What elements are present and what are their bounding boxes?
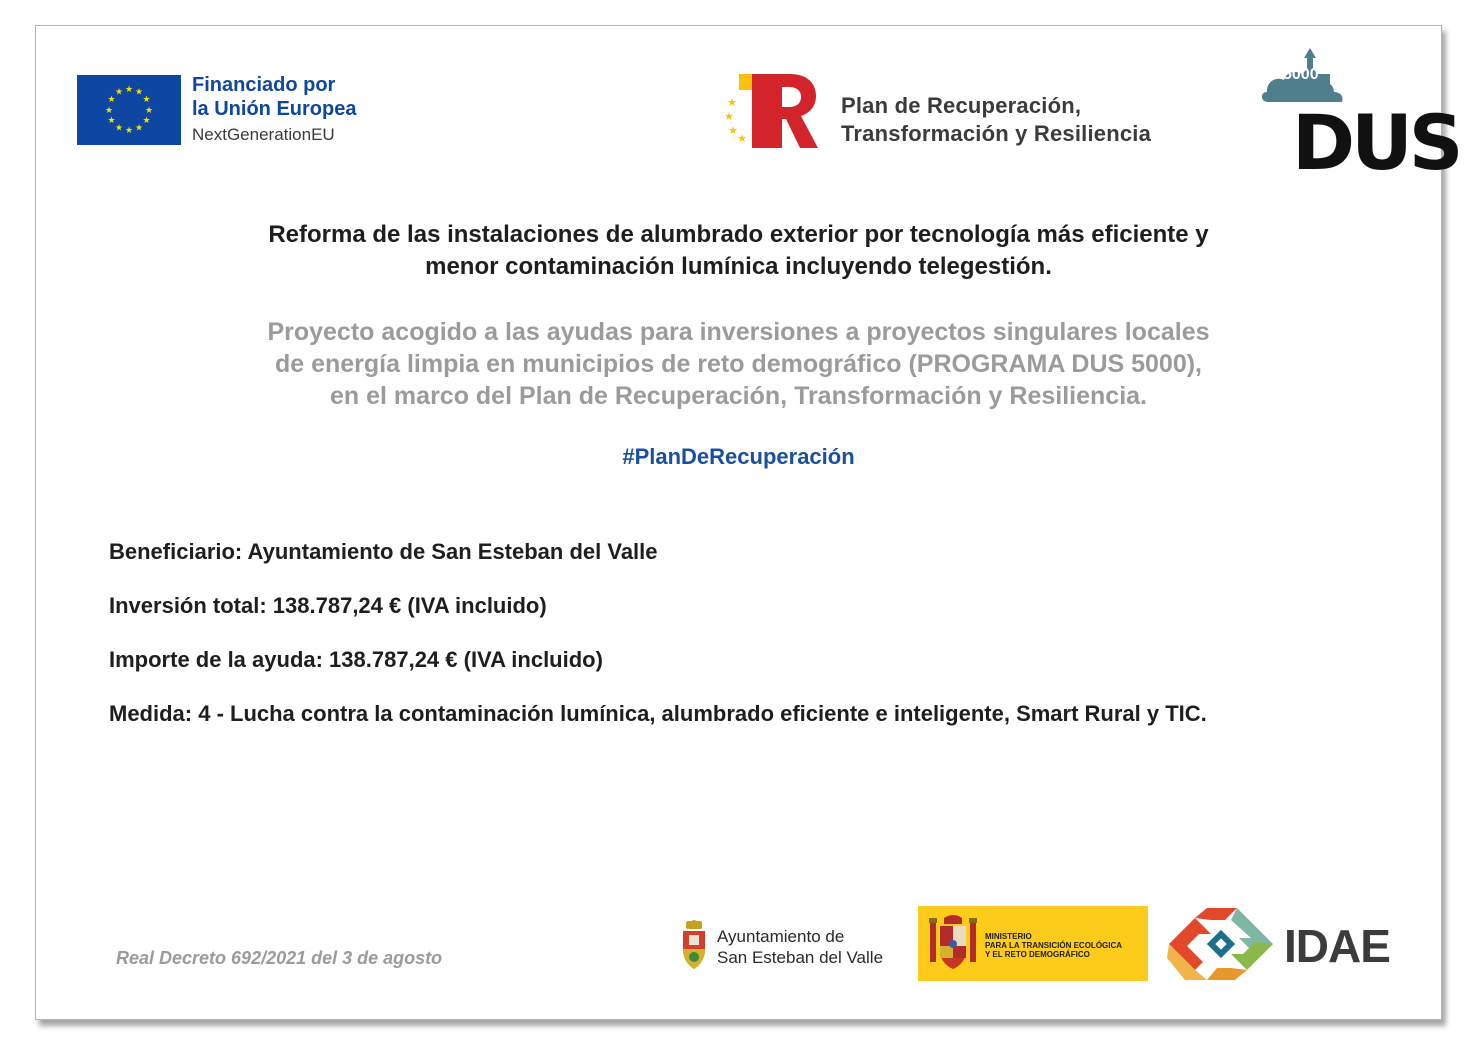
plan-line-1: Plan de Recuperación, bbox=[841, 93, 1082, 118]
eu-line-2: la Unión Europea bbox=[192, 98, 357, 120]
svg-text:★: ★ bbox=[142, 95, 151, 105]
ayuntamiento-line-1: Ayuntamiento de bbox=[717, 927, 845, 946]
svg-text:★: ★ bbox=[728, 124, 738, 137]
ministerio-logo bbox=[918, 906, 1148, 981]
subtitle-line-2: de energía limpia en municipios de reto demográfico (PROGRAMA DUS 5000), bbox=[274, 350, 1203, 378]
dus-logo-icon bbox=[1214, 44, 1460, 187]
ministerio-line-3: Y EL RETO DEMOGRÁFICO bbox=[985, 950, 1090, 959]
svg-text:★: ★ bbox=[114, 123, 124, 134]
poster-card bbox=[35, 25, 1460, 1020]
svg-text:★: ★ bbox=[724, 110, 734, 123]
svg-text:★: ★ bbox=[107, 95, 116, 105]
ministerio-line-1: MINISTERIO bbox=[985, 932, 1032, 941]
project-subtitle bbox=[36, 316, 1441, 412]
spain-coat-of-arms-icon bbox=[928, 914, 978, 972]
svg-text:★: ★ bbox=[114, 87, 124, 98]
eu-line-1: Financiado por bbox=[192, 74, 336, 96]
svg-text:★: ★ bbox=[142, 116, 151, 126]
subtitle-line-3: en el marco del Plan de Recuperación, Transformación y Resiliencia. bbox=[330, 382, 1147, 410]
project-title bbox=[36, 219, 1441, 283]
tr-logo-icon bbox=[724, 72, 820, 150]
plan-recuperacion-text bbox=[841, 92, 1151, 148]
eu-line-3: NextGenerationEU bbox=[192, 125, 335, 144]
inversion-total-text: Inversión total: 138.787,24 € (IVA incluido) bbox=[109, 593, 547, 618]
eu-funding-text bbox=[192, 73, 356, 147]
dus-number: 5000 bbox=[1283, 66, 1319, 83]
medida-text: Medida: 4 - Lucha contra la contaminación lumínica, alumbrado eficiente e inteligente, Smart Rural y TIC. bbox=[109, 701, 1207, 726]
subtitle-line-1: Proyecto acogido a las ayudas para inversiones a proyectos singulares locales bbox=[267, 318, 1210, 346]
idae-text: IDAE bbox=[1284, 920, 1390, 972]
title-line-1: Reforma de las instalaciones de alumbrado exterior por tecnología más eficiente y bbox=[268, 221, 1209, 248]
svg-text:★: ★ bbox=[134, 87, 144, 98]
ayuntamiento-line-2: San Esteban del Valle bbox=[717, 948, 884, 967]
plan-line-2: Transformación y Resiliencia bbox=[841, 121, 1152, 146]
svg-text:★: ★ bbox=[727, 96, 737, 109]
ministerio-line-2: PARA LA TRANSICIÓN ECOLÓGICA bbox=[985, 941, 1123, 950]
ayuntamiento-text bbox=[717, 926, 883, 968]
hashtag: #PlanDeRecuperación bbox=[622, 444, 855, 469]
ministerio-text bbox=[985, 932, 1122, 959]
importe-ayuda-text: Importe de la ayuda: 138.787,24 € (IVA incluido) bbox=[109, 647, 603, 672]
svg-text:★: ★ bbox=[124, 126, 134, 136]
beneficiario-text: Beneficiario: Ayuntamiento de San Esteban del Valle bbox=[109, 539, 658, 564]
svg-text:★: ★ bbox=[144, 106, 154, 116]
svg-text:★: ★ bbox=[104, 106, 114, 116]
svg-text:★: ★ bbox=[124, 85, 134, 95]
idae-logo-icon bbox=[1167, 906, 1277, 982]
svg-text:★: ★ bbox=[107, 116, 116, 126]
dus-text: DUS bbox=[1292, 98, 1460, 187]
svg-text:★: ★ bbox=[737, 132, 747, 145]
eu-flag-icon bbox=[77, 75, 181, 145]
title-line-2: menor contaminación lumínica incluyendo telegestión. bbox=[425, 253, 1052, 280]
coat-of-arms-icon bbox=[680, 919, 708, 971]
decree-text: Real Decreto 692/2021 del 3 de agosto bbox=[116, 948, 443, 968]
svg-text:★: ★ bbox=[134, 123, 144, 134]
